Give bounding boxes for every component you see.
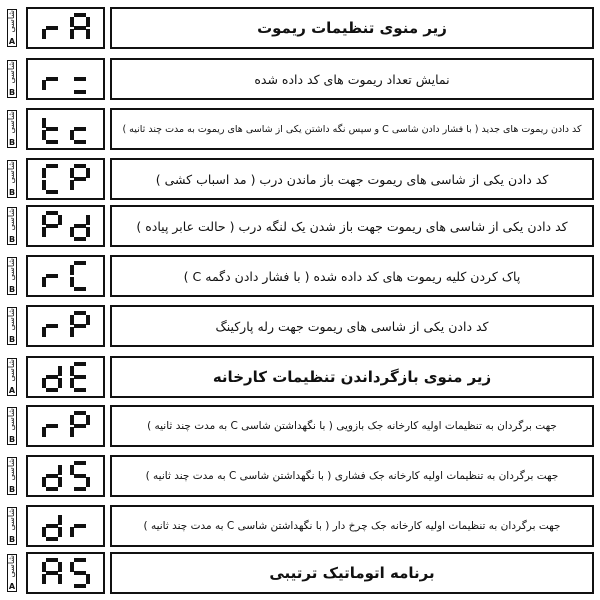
segment-c bbox=[58, 477, 62, 487]
segment-d bbox=[74, 388, 86, 392]
segment-digit bbox=[70, 311, 90, 341]
menu-description: کد دادن ریموت های جدید ( با فشار دادن شاسی C و سپس نگه داشتن یکی از شاسی های ریموت به مدت چند ثانیه ) bbox=[110, 108, 594, 150]
segment-f bbox=[42, 168, 46, 178]
button-tag-letter: A bbox=[8, 37, 16, 46]
segment-digit bbox=[42, 114, 62, 144]
seven-segment-display bbox=[26, 255, 105, 297]
menu-row bbox=[0, 158, 600, 200]
segment-digit bbox=[70, 362, 90, 392]
segment-a bbox=[74, 461, 86, 465]
segment-e bbox=[42, 378, 46, 388]
segment-digit bbox=[70, 558, 90, 588]
button-tag bbox=[7, 9, 17, 47]
button-tag-word: شاسی bbox=[7, 458, 16, 481]
seven-segment-display bbox=[26, 108, 105, 150]
segment-e bbox=[70, 130, 74, 140]
segment-a bbox=[46, 558, 58, 562]
segment-g bbox=[46, 224, 58, 228]
segment-c bbox=[86, 477, 90, 487]
segment-digit bbox=[42, 362, 62, 392]
menu-description: جهت برگردان به تنظیمات اولیه کارخانه جک بازویی ( با نگهداشتن شاسی C به مدت چند ثانیه ) bbox=[110, 405, 594, 447]
segment-f bbox=[70, 366, 74, 376]
button-tag-word: شاسی bbox=[7, 408, 16, 431]
segment-g bbox=[74, 375, 86, 379]
button-tag bbox=[7, 307, 17, 345]
segment-a bbox=[46, 164, 58, 168]
menu-description: کد دادن یکی از شاسی های ریموت جهت باز شدن یک لنگه درب ( حالت عابر پیاده ) bbox=[110, 205, 594, 247]
segment-b bbox=[86, 415, 90, 425]
segment-g bbox=[46, 127, 58, 131]
segment-digit bbox=[70, 511, 90, 541]
segment-a bbox=[74, 362, 86, 366]
segment-digit bbox=[70, 164, 90, 194]
segment-g bbox=[74, 474, 86, 478]
menu-row bbox=[0, 255, 600, 297]
segment-e bbox=[42, 477, 46, 487]
segment-digit bbox=[42, 164, 62, 194]
segment-e bbox=[42, 130, 46, 140]
button-tag-word: شاسی bbox=[7, 555, 16, 578]
button-tag-letter: A bbox=[8, 582, 16, 591]
segment-d bbox=[74, 237, 86, 241]
segment-digit bbox=[42, 64, 62, 94]
menu-description: جهت برگردان به تنظیمات اولیه کارخانه جک چرخ دار ( با نگهداشتن شاسی C به مدت چند ثانیه ) bbox=[110, 505, 594, 547]
segment-c bbox=[86, 574, 90, 584]
segment-f bbox=[70, 415, 74, 425]
segment-f bbox=[70, 168, 74, 178]
button-tag-word: شاسی bbox=[7, 61, 16, 84]
button-tag bbox=[7, 457, 17, 495]
segment-b bbox=[58, 562, 62, 572]
segment-digit bbox=[42, 261, 62, 291]
segment-b bbox=[86, 215, 90, 225]
menu-row bbox=[0, 455, 600, 497]
segment-digit bbox=[70, 13, 90, 43]
segment-e bbox=[42, 427, 46, 437]
button-tag-letter: B bbox=[8, 235, 16, 244]
menu-row bbox=[0, 108, 600, 150]
button-tag-letter: B bbox=[8, 535, 16, 544]
menu-description: کد دادن یکی از شاسی های ریموت جهت رله پارکینگ bbox=[110, 305, 594, 347]
button-tag-letter: B bbox=[8, 335, 16, 344]
seven-segment-display bbox=[26, 405, 105, 447]
segment-g bbox=[46, 424, 58, 428]
segment-g bbox=[46, 524, 58, 528]
segment-f bbox=[70, 17, 74, 27]
segment-e bbox=[70, 227, 74, 237]
segment-digit bbox=[42, 211, 62, 241]
segment-e bbox=[42, 574, 46, 584]
segment-e bbox=[70, 527, 74, 537]
segment-g bbox=[46, 274, 58, 278]
button-tag bbox=[7, 507, 17, 545]
segment-g bbox=[74, 177, 86, 181]
menu-description: جهت برگردان به تنظیمات اولیه کارخانه جک فشاری ( با نگهداشتن شاسی C به مدت چند ثانیه ) bbox=[110, 455, 594, 497]
menu-description: نمایش تعداد ریموت های کد داده شده bbox=[110, 58, 594, 100]
menu-row bbox=[0, 58, 600, 100]
segment-f bbox=[70, 265, 74, 275]
segment-e bbox=[70, 378, 74, 388]
menu-row bbox=[0, 7, 600, 49]
segment-e bbox=[70, 327, 74, 337]
seven-segment-display bbox=[26, 455, 105, 497]
segment-digit bbox=[70, 64, 90, 94]
segment-b bbox=[58, 465, 62, 475]
segment-digit bbox=[42, 13, 62, 43]
segment-d bbox=[46, 190, 58, 194]
segment-c bbox=[58, 574, 62, 584]
segment-e bbox=[42, 29, 46, 39]
segment-e bbox=[42, 80, 46, 90]
button-tag-letter: A bbox=[8, 386, 16, 395]
button-tag bbox=[7, 358, 17, 396]
segment-digit bbox=[42, 411, 62, 441]
segment-g bbox=[46, 26, 58, 30]
button-tag bbox=[7, 257, 17, 295]
segment-g bbox=[74, 324, 86, 328]
segment-digit bbox=[70, 261, 90, 291]
button-tag-letter: B bbox=[8, 285, 16, 294]
seven-segment-display bbox=[26, 305, 105, 347]
segment-d bbox=[46, 388, 58, 392]
segment-e bbox=[70, 29, 74, 39]
segment-c bbox=[86, 29, 90, 39]
segment-a bbox=[46, 211, 58, 215]
segment-b bbox=[86, 17, 90, 27]
button-tag bbox=[7, 554, 17, 592]
segment-g bbox=[74, 127, 86, 131]
seven-segment-display bbox=[26, 58, 105, 100]
menu-row bbox=[0, 405, 600, 447]
button-tag-word: شاسی bbox=[7, 10, 16, 33]
segment-a bbox=[74, 311, 86, 315]
seven-segment-display bbox=[26, 552, 105, 594]
segment-g bbox=[46, 324, 58, 328]
segment-d bbox=[74, 140, 86, 144]
button-tag-letter: B bbox=[8, 485, 16, 494]
segment-b bbox=[86, 315, 90, 325]
segment-f bbox=[42, 215, 46, 225]
segment-e bbox=[70, 427, 74, 437]
segment-g bbox=[46, 474, 58, 478]
button-tag-letter: B bbox=[8, 435, 16, 444]
segment-d bbox=[74, 584, 86, 588]
segment-g bbox=[46, 77, 58, 81]
button-tag bbox=[7, 207, 17, 245]
segment-e bbox=[42, 277, 46, 287]
segment-b bbox=[58, 215, 62, 225]
segment-f bbox=[42, 118, 46, 128]
segment-g bbox=[74, 224, 86, 228]
button-tag-word: شاسی bbox=[7, 258, 16, 281]
seven-segment-display bbox=[26, 356, 105, 398]
segment-digit bbox=[70, 461, 90, 491]
menu-description: پاک کردن کلیه ریموت های کد داده شده ( با فشار دادن دگمه C ) bbox=[110, 255, 594, 297]
segment-a bbox=[74, 558, 86, 562]
menu-row bbox=[0, 552, 600, 594]
segment-d bbox=[46, 537, 58, 541]
submenu-heading: زیر منوی بازگرداندن تنظیمات کارخانه bbox=[110, 356, 594, 398]
segment-digit bbox=[42, 558, 62, 588]
segment-a bbox=[74, 13, 86, 17]
button-tag bbox=[7, 160, 17, 198]
button-tag-word: شاسی bbox=[7, 308, 16, 331]
segment-digit bbox=[42, 511, 62, 541]
menu-row bbox=[0, 205, 600, 247]
button-tag bbox=[7, 110, 17, 148]
segment-digit bbox=[42, 311, 62, 341]
segment-f bbox=[70, 465, 74, 475]
segment-d bbox=[74, 287, 86, 291]
segment-d bbox=[74, 487, 86, 491]
segment-b bbox=[58, 366, 62, 376]
segment-d bbox=[74, 90, 86, 94]
segment-g bbox=[46, 571, 58, 575]
segment-c bbox=[86, 227, 90, 237]
menu-row bbox=[0, 505, 600, 547]
submenu-heading: زیر منوی تنظیمات ریموت bbox=[110, 7, 594, 49]
segment-digit bbox=[42, 461, 62, 491]
button-tag-letter: B bbox=[8, 138, 16, 147]
button-tag-word: شاسی bbox=[7, 508, 16, 531]
segment-c bbox=[58, 378, 62, 388]
menu-row bbox=[0, 305, 600, 347]
segment-c bbox=[58, 527, 62, 537]
segment-digit bbox=[70, 411, 90, 441]
segment-a bbox=[74, 411, 86, 415]
button-tag-letter: B bbox=[8, 188, 16, 197]
segment-g bbox=[46, 375, 58, 379]
segment-g bbox=[74, 524, 86, 528]
segment-b bbox=[86, 168, 90, 178]
segment-g bbox=[74, 571, 86, 575]
button-tag-word: شاسی bbox=[7, 359, 16, 382]
seven-segment-display bbox=[26, 205, 105, 247]
segment-f bbox=[42, 562, 46, 572]
segment-f bbox=[70, 562, 74, 572]
seven-segment-display bbox=[26, 158, 105, 200]
segment-digit bbox=[70, 211, 90, 241]
segment-e bbox=[42, 180, 46, 190]
segment-g bbox=[74, 424, 86, 428]
submenu-heading: برنامه اتوماتیک ترتیبی bbox=[110, 552, 594, 594]
menu-description: کد دادن یکی از شاسی های ریموت جهت باز ماندن درب ( مد اسباب کشی ) bbox=[110, 158, 594, 200]
segment-f bbox=[70, 315, 74, 325]
segment-e bbox=[42, 227, 46, 237]
segment-e bbox=[70, 180, 74, 190]
button-tag-letter: B bbox=[8, 88, 16, 97]
segment-e bbox=[42, 327, 46, 337]
button-tag-word: شاسی bbox=[7, 161, 16, 184]
segment-d bbox=[46, 487, 58, 491]
button-tag bbox=[7, 407, 17, 445]
segment-digit bbox=[70, 114, 90, 144]
button-tag-word: شاسی bbox=[7, 111, 16, 134]
button-tag-word: شاسی bbox=[7, 208, 16, 231]
seven-segment-display bbox=[26, 7, 105, 49]
segment-a bbox=[74, 164, 86, 168]
menu-row bbox=[0, 356, 600, 398]
button-tag bbox=[7, 60, 17, 98]
segment-g bbox=[74, 26, 86, 30]
segment-g bbox=[74, 77, 86, 81]
segment-d bbox=[46, 140, 58, 144]
segment-a bbox=[74, 261, 86, 265]
segment-b bbox=[58, 515, 62, 525]
segment-e bbox=[42, 527, 46, 537]
segment-e bbox=[70, 277, 74, 287]
seven-segment-display bbox=[26, 505, 105, 547]
